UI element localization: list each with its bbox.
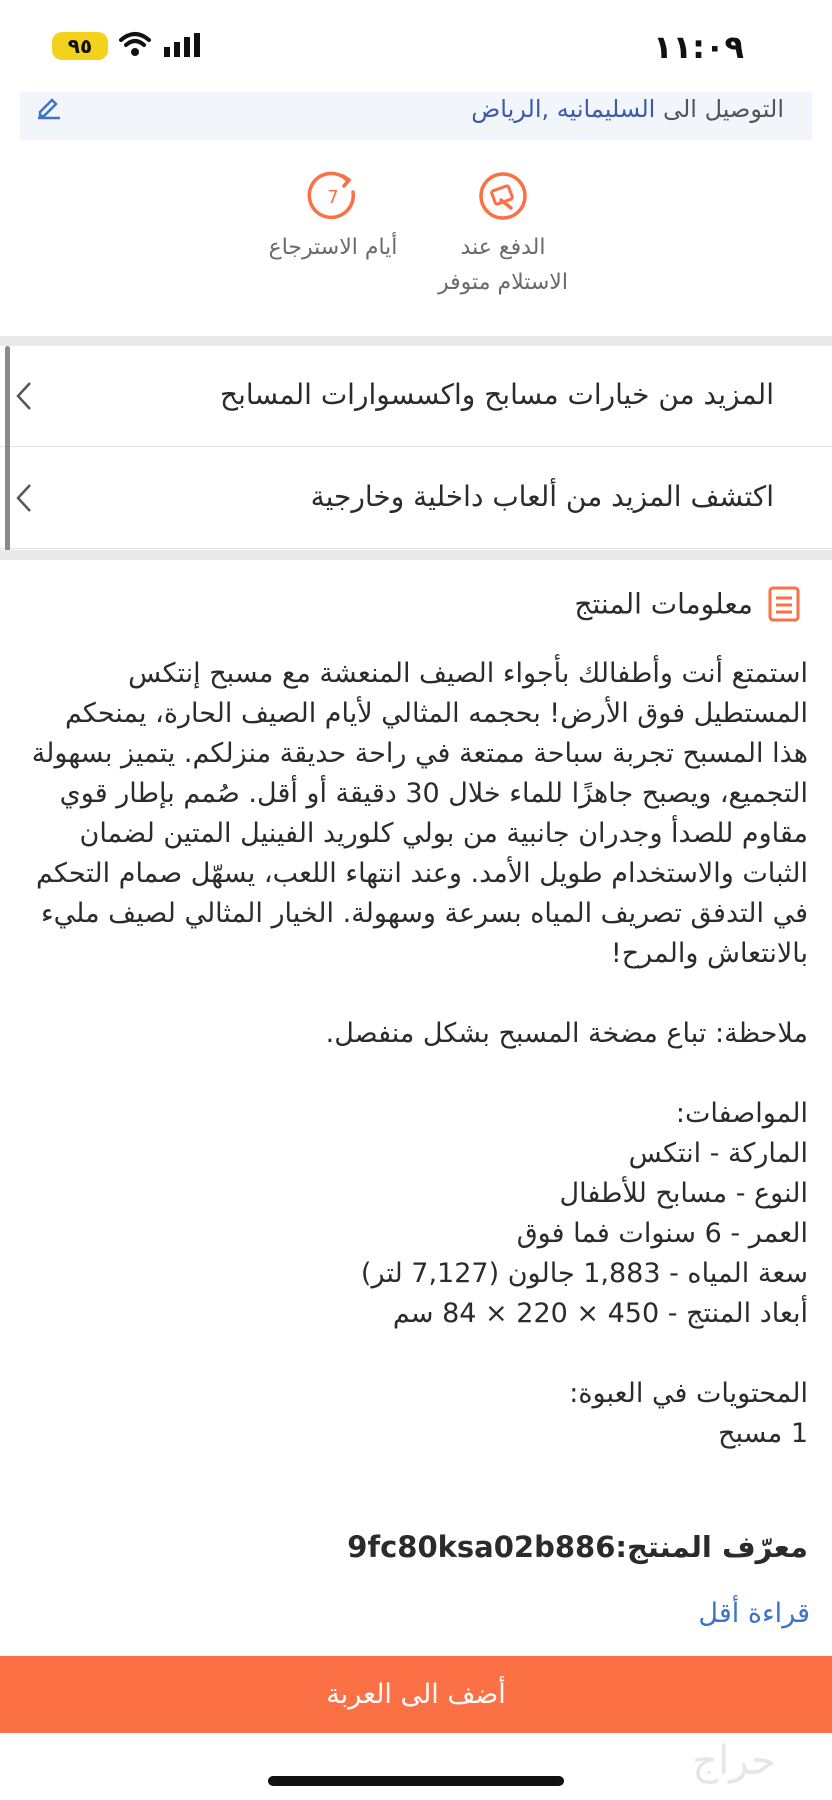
spec-item: أبعاد المنتج - 450 × 220 × 84 سم <box>392 1298 808 1329</box>
spec-item: سعة المياه - 1,883 جالون (7,127 لتر) <box>360 1258 808 1289</box>
product-info-header <box>574 586 800 622</box>
delivery-text <box>471 92 784 126</box>
signal-icon <box>164 33 204 57</box>
return-days-icon <box>307 170 359 222</box>
return-days-badge: 7 <box>327 187 339 208</box>
spec-item: العمر - 6 سنوات فما فوق <box>516 1218 808 1249</box>
feature-return-line1: أيام الاسترجاع <box>268 235 398 260</box>
wifi-icon <box>118 30 152 58</box>
add-to-cart-button[interactable]: أضف الى العربة <box>0 1656 832 1733</box>
home-indicator[interactable] <box>268 1776 564 1786</box>
haraj-watermark-logo: حراج <box>692 1738 776 1784</box>
delivery-location-bar[interactable] <box>20 92 812 140</box>
product-description <box>22 654 808 1454</box>
section-divider <box>0 336 832 346</box>
contents-item: 1 مسبح <box>718 1418 808 1449</box>
delivery-location: السليمانيه ,الرياض <box>471 95 656 123</box>
cash-on-delivery-icon <box>477 170 529 222</box>
link-more-pools-label: المزيد من خيارات مسابح واكسسوارات المسابح <box>220 378 774 411</box>
section-divider <box>0 550 832 560</box>
status-time: ١١:٠٩ <box>653 28 744 66</box>
feature-return-days <box>248 170 418 265</box>
description-text: استمتع أنت وأطفالك بأجواء الصيف المنعشة مع مسبح إنتكس المستطيل فوق الأرض! بحجمه المثالي لأيام الصيف الحارة، يمنحكم هذا المسبح تجربة سباحة ممتعة في راحة حديقة منزلكم. يتميز بسهولة التجميع، ويصبح جاهزًا للماء خلال 30 دقيقة أو أقل. صُمم بإطار قوي مقاوم للصدأ وجدران جانبية من بولي كلوريد الفينيل المتين لضمان الثبات والاستخدام طويل الأمد. وعند انتهاء اللعب، يسهّل صمام التحكم في التدفق تصريف المياه بسرعة وسهولة. الخيار المثالي لصيف مليء بالانتعاش والمرح! <box>31 658 808 969</box>
link-more-pools[interactable] <box>0 346 832 447</box>
delivery-label: التوصيل الى <box>662 95 784 123</box>
link-more-games-label: اكتشف المزيد من ألعاب داخلية وخارجية <box>310 480 774 513</box>
chevron-left-icon <box>14 380 34 412</box>
product-info-title: معلومات المنتج <box>574 587 753 621</box>
edit-pencil-icon[interactable] <box>36 94 62 120</box>
spec-item: الماركة - انتكس <box>628 1138 808 1169</box>
product-id: معرّف المنتج:9fc80ksa02b886 <box>347 1530 808 1564</box>
note-text: ملاحظة: تباع مضخة المسبح بشكل منفصل. <box>325 1018 808 1049</box>
document-icon <box>768 586 800 622</box>
specs-title: المواصفات: <box>675 1098 808 1129</box>
feature-cod-line1: الدفع عند <box>460 235 546 260</box>
contents-title: المحتويات في العبوة: <box>569 1378 808 1409</box>
scroll-indicator[interactable] <box>5 346 10 554</box>
feature-cash-on-delivery <box>418 170 588 300</box>
link-more-games[interactable] <box>0 448 832 549</box>
status-bar <box>0 0 832 92</box>
chevron-left-icon <box>14 482 34 514</box>
delivery-features <box>0 170 832 320</box>
feature-cod-line2: الاستلام متوفر <box>438 270 568 295</box>
read-less-link[interactable]: قراءة أقل <box>698 1598 810 1629</box>
spec-item: النوع - مسابح للأطفال <box>559 1178 808 1209</box>
battery-icon: ٩٥ <box>52 32 108 60</box>
